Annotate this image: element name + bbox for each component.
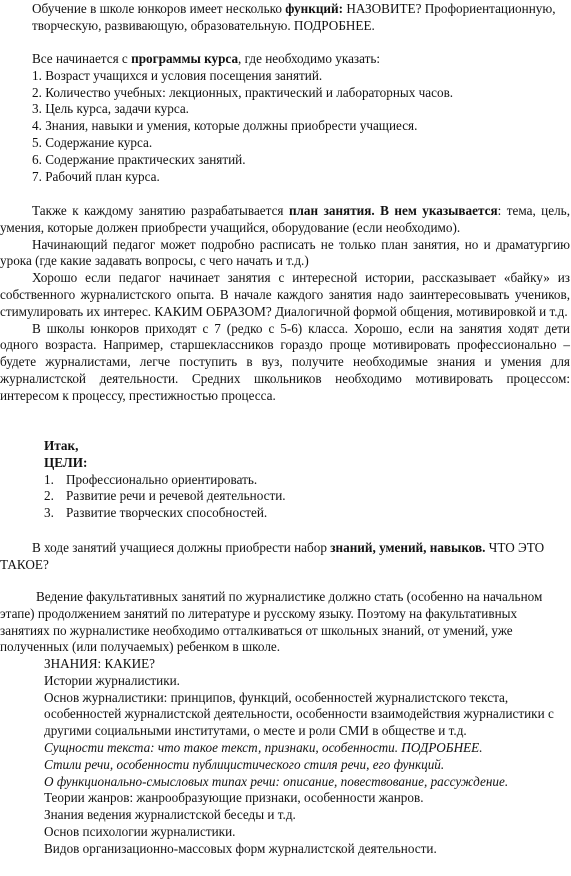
- text-run: Обучение в школе юнкоров имеет несколько: [32, 1, 286, 16]
- dramaturgy-paragraph: Начинающий педагог может подробно расписать не только план занятия, но и драматургию урока (где какие задавать вопросы, с чего начать и т.д.): [0, 236, 570, 269]
- bold-term: ЦЕЛИ:: [44, 454, 88, 470]
- knowledge-block: [44, 656, 564, 858]
- knowledge-item: Видов организационно-массовых форм журналистской деятельности.: [44, 840, 437, 856]
- knowledge-item: Основ психологии журналистики.: [44, 823, 236, 839]
- program-item: 2. Количество учебных: лекционных, практический и лабораторных часов.: [32, 84, 454, 100]
- goal-number: 1.: [44, 471, 54, 487]
- goal-item: [44, 488, 570, 505]
- lesson-plan-block: [0, 203, 570, 405]
- goal-text: Развитие речи и речевой деятельности.: [66, 488, 286, 504]
- story-paragraph: Хорошо если педагог начинает занятия с интересной истории, рассказывает «байку» из собственного журналистского опыта. В начале каждого занятия надо заинтересовывать учеников, стимулировать их интерес. КАКИМ ОБРАЗОМ? Диалогичной формой общения, мотивировкой и т.д.: [0, 270, 570, 319]
- bold-term: функций:: [285, 1, 344, 16]
- italic-text: О функционально-смысловых типах речи: описание, повествование, рассуждение.: [44, 773, 509, 789]
- program-item: 5. Содержание курса.: [32, 134, 153, 150]
- program-item: 7. Рабочий план курса.: [32, 168, 160, 184]
- text-run: НАЗОВИТЕ? Профориентационную, творческую, развивающую, образовательную. ПОДРОБНЕЕ.: [32, 1, 556, 33]
- knowledge-item-italic: [44, 774, 564, 791]
- program-intro: [32, 51, 562, 68]
- knowledge-title: ЗНАНИЯ: КАКИЕ?: [44, 656, 156, 671]
- bold-term: план занятия. В нем указывается: [288, 203, 498, 218]
- text-run: В ходе занятий учащиеся должны приобрести набор: [32, 540, 331, 555]
- knowledge-item: Основ журналистики: принципов, функций, особенностей журналистского текста, особенностей журналистской деятельности, особенности взаимодействия журналистики с другими социальными институтами, о месте и роли СМИ в обществе и т.д.: [44, 689, 554, 739]
- skills-paragraph: [0, 540, 570, 574]
- text-run: Все начинается с: [32, 51, 132, 66]
- knowledge-item-italic: [44, 740, 564, 757]
- goal-number: 2.: [44, 488, 54, 504]
- knowledge-item: Истории журналистики.: [44, 672, 180, 688]
- lesson-plan-paragraph: [0, 203, 570, 237]
- goal-item: [44, 505, 570, 522]
- knowledge-item: Знания ведения журналистской беседы и т.д.: [44, 807, 296, 823]
- goal-text: Развитие творческих способностей.: [66, 505, 268, 521]
- program-item: 1. Возраст учащихся и условия посещения занятий.: [32, 67, 323, 83]
- program-item: 6. Содержание практических занятий.: [32, 151, 246, 167]
- program-item: 3. Цель курса, задачи курса.: [32, 101, 189, 117]
- goal-item: [44, 472, 570, 489]
- goal-text: Профессионально ориентировать.: [66, 471, 258, 487]
- knowledge-item: Теории жанров: жанрообразующие признаки, особенности жанров.: [44, 790, 424, 806]
- goals-block: [0, 438, 570, 522]
- functions-paragraph: [32, 1, 562, 35]
- text-run: ЧТО ЭТО ТАКОЕ?: [0, 540, 545, 572]
- bold-term: знаний, умений, навыков.: [330, 540, 486, 555]
- italic-text: Сущности текста: что такое текст, признаки, особенности. ПОДРОБНЕЕ.: [44, 739, 483, 755]
- text-run: : тема, цель, умения, которые должен приобрести учащийся, оборудование (если необходимо).: [0, 203, 570, 235]
- program-block: [32, 51, 562, 185]
- age-paragraph: В школы юнкоров приходят с 7 (редко с 5-6) класса. Хорошо, если на занятия ходят дети одного возраста. Например, старшеклассников гораздо проще мотивировать профессионально – будете журналистами, легче поступить в вуз, получите необходимые знания и умения для журналистской деятельности. Средних школьников необходимо мотивировать процессом: интересом к процессу, престижностью процесса.: [0, 320, 570, 403]
- goals-list: [0, 472, 570, 522]
- intro-block: [32, 1, 562, 35]
- goal-number: 3.: [44, 505, 54, 521]
- goals-title: [0, 455, 570, 472]
- program-item: 4. Знания, навыки и умения, которые должны приобрести учащиеся.: [32, 118, 418, 134]
- goals-itak: [0, 438, 570, 455]
- electives-block: [0, 589, 570, 656]
- italic-text: Стили речи, особенности публицистического стиля речи, его функций.: [44, 756, 445, 772]
- electives-paragraph: Ведение факультативных занятий по журналистике должно стать (особенно на начальном этапе) продолжением занятий по литературе и русскому языку. Поэтому на факультативных занятиях по журналистике необходимо отталкиваться от школьных знаний, от умений, уже полученных (или получаемых) ребенком в школе.: [0, 589, 543, 655]
- bold-term: программы курса: [131, 51, 239, 66]
- bold-term: Итак,: [44, 438, 79, 453]
- text-run: , где необходимо указать:: [238, 51, 381, 66]
- knowledge-item-italic: [44, 757, 564, 774]
- skills-block: [0, 540, 570, 574]
- text-run: Также к каждому занятию разрабатывается: [32, 203, 289, 218]
